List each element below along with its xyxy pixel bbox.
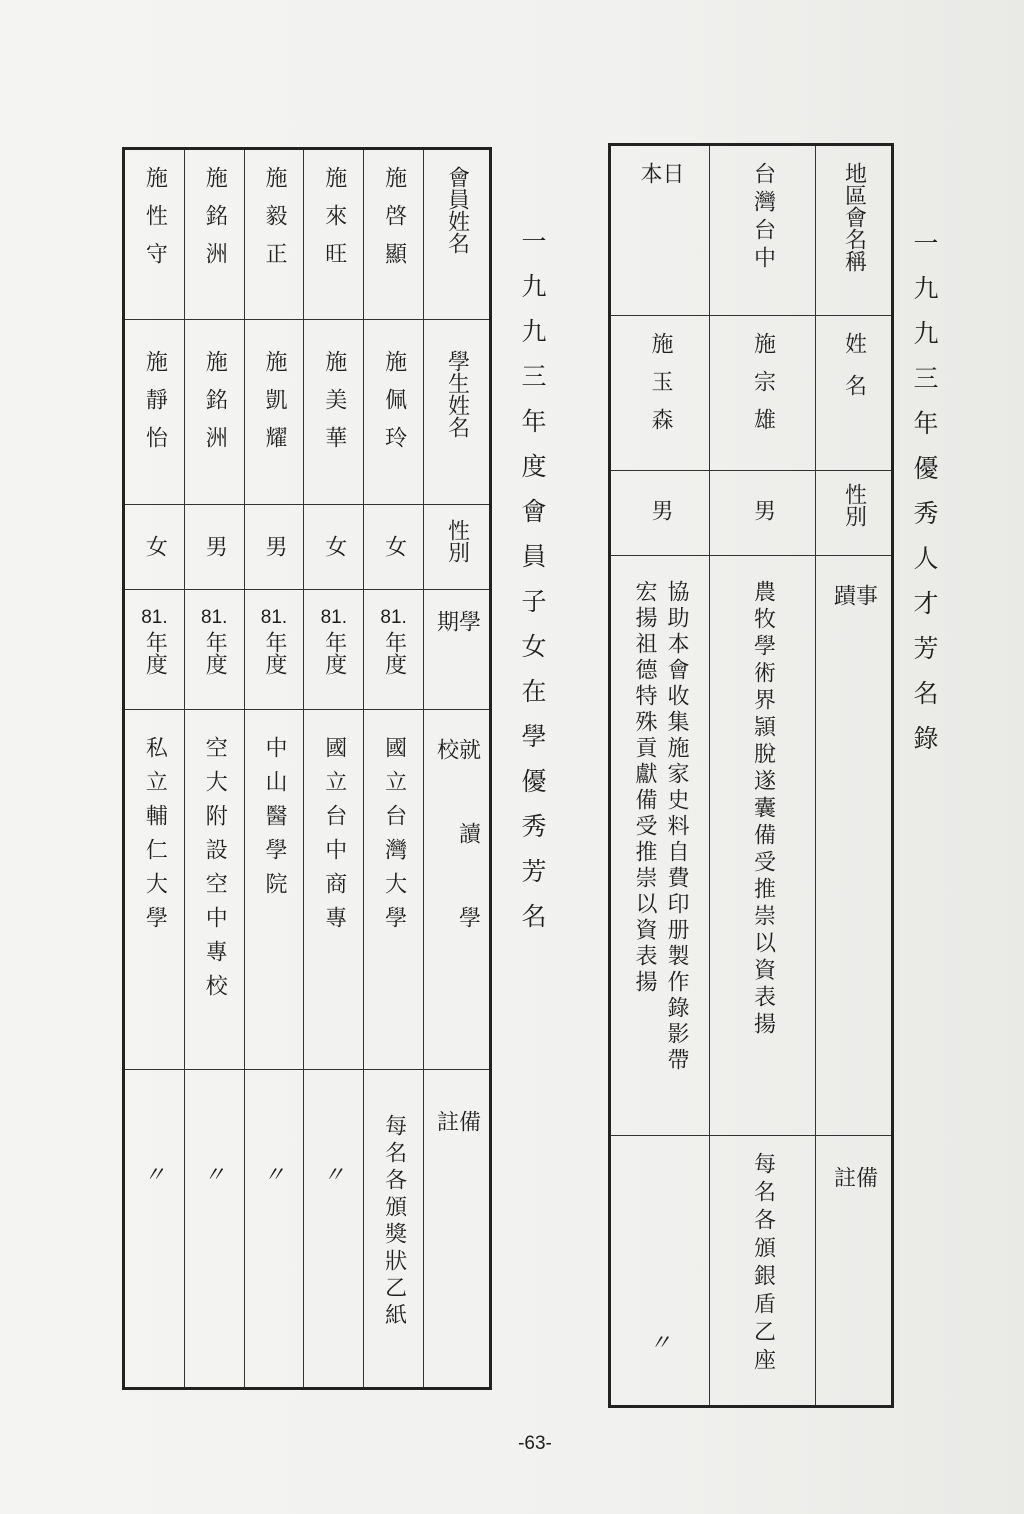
student-row	[125, 150, 184, 1387]
school-cell: 私立輔仁大學	[125, 710, 184, 1070]
header-gender: 性別	[816, 471, 891, 556]
student-cell: 施銘洲	[185, 320, 244, 505]
student-header-column	[423, 150, 489, 1387]
name-cell: 施玉森	[611, 316, 709, 471]
member-cell: 施來旺	[304, 150, 363, 320]
remarks-cell: 〃	[648, 1331, 671, 1356]
student-row	[303, 150, 363, 1387]
header-remarks: 備註	[830, 1166, 878, 1298]
gender-cell: 男	[185, 505, 244, 590]
member-cell: 施毅正	[245, 150, 304, 320]
term-cell: 81. 年度	[364, 590, 423, 710]
student-cell: 施美華	[304, 320, 363, 505]
school-cell: 國立台灣大學	[364, 710, 423, 1070]
remarks-cell: 〃	[263, 1163, 286, 1188]
student-cell: 施凱耀	[245, 320, 304, 505]
header-member: 會員姓名	[424, 150, 489, 320]
deeds-cell: 協助本會收集施家史料自費印册製作錄影帶 宏揚祖德特殊貢獻備受推崇以資表揚	[611, 556, 709, 1136]
header-student: 學生姓名	[424, 320, 489, 505]
student-row	[184, 150, 244, 1387]
deeds-cell: 農牧學術界頴脫遂囊備受推崇以資表揚	[710, 556, 815, 1136]
term-cell: 81. 年度	[304, 590, 363, 710]
page-number: -63-	[518, 1433, 552, 1454]
member-cell: 施啓顯	[364, 150, 423, 320]
header-school: 就讀學校	[424, 710, 489, 1070]
school-cell: 空大附設空中專校	[185, 710, 244, 1070]
talent-header-column	[815, 146, 891, 1405]
remarks-cell: 〃	[322, 1163, 345, 1188]
header-term: 學期	[424, 590, 489, 710]
header-gender: 性別	[424, 505, 489, 590]
gender-cell: 男	[710, 471, 815, 556]
student-list-title: 一九九三年度會員子女在學優秀芳名	[518, 228, 547, 948]
remarks-cell: 〃	[143, 1163, 166, 1188]
talent-list-title: 一九九三年優秀人才芳名錄	[910, 230, 939, 770]
student-rows	[125, 150, 423, 1387]
talent-table	[608, 143, 894, 1408]
term-cell: 81. 年度	[245, 590, 304, 710]
student-row	[363, 150, 423, 1387]
school-cell: 中山醫學院	[245, 710, 304, 1070]
member-cell: 施性守	[125, 150, 184, 320]
talent-row	[709, 146, 815, 1405]
student-row	[244, 150, 304, 1387]
name-cell: 施宗雄	[710, 316, 815, 471]
remarks-cell: 每名各頒獎狀乙紙	[381, 1114, 407, 1330]
gender-cell: 男	[611, 471, 709, 556]
remarks-cell: 〃	[203, 1163, 226, 1188]
talent-row	[611, 146, 709, 1405]
region-cell: 日本	[611, 146, 709, 316]
header-deeds: 事蹟	[816, 556, 891, 1136]
gender-cell: 女	[304, 505, 363, 590]
region-cell: 台灣台中	[710, 146, 815, 316]
remarks-cell: 每名各頒銀盾乙座	[750, 1152, 776, 1376]
member-cell: 施銘洲	[185, 150, 244, 320]
gender-cell: 男	[245, 505, 304, 590]
gender-cell: 女	[125, 505, 184, 590]
header-remarks: 備註	[433, 1110, 481, 1282]
gender-cell: 女	[364, 505, 423, 590]
student-cell: 施靜怡	[125, 320, 184, 505]
student-cell: 施佩玲	[364, 320, 423, 505]
school-cell: 國立台中商專	[304, 710, 363, 1070]
term-cell: 81. 年度	[185, 590, 244, 710]
student-table	[122, 147, 492, 1390]
header-name: 姓名	[816, 316, 891, 471]
term-cell: 81. 年度	[125, 590, 184, 710]
header-region: 地區會名稱	[816, 146, 891, 316]
